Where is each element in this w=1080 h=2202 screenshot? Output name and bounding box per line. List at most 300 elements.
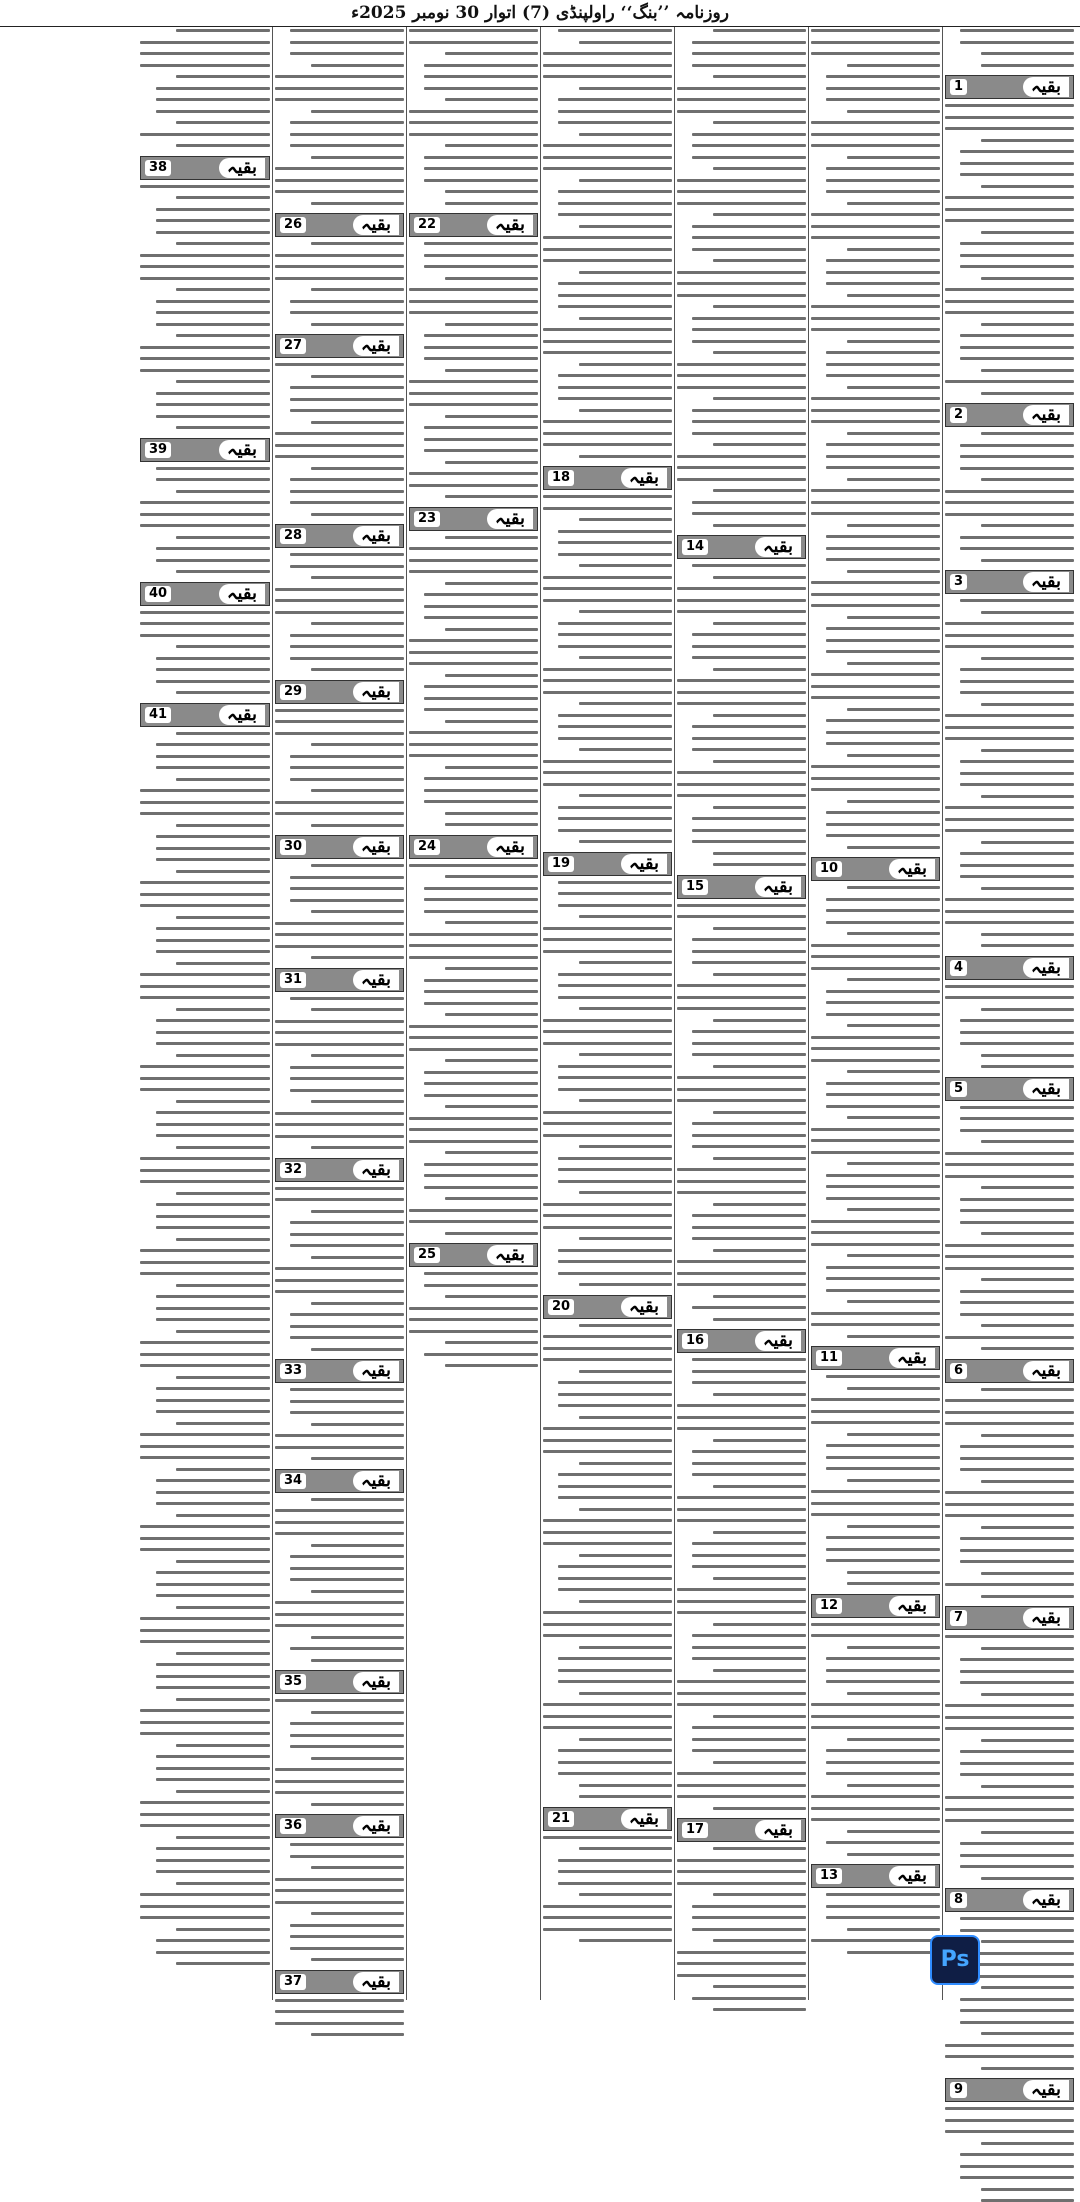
text-line (811, 133, 940, 136)
text-line (558, 1393, 672, 1396)
text-line (140, 996, 270, 999)
text-line (290, 645, 404, 648)
text-line (847, 1254, 940, 1257)
text-line (558, 1657, 672, 1660)
continuation-number: 3 (950, 574, 967, 590)
text-line (543, 1611, 672, 1614)
text-line (579, 1191, 672, 1194)
text-line (275, 588, 404, 591)
text-line (409, 1117, 538, 1120)
text-line (677, 478, 806, 481)
text-line (713, 1577, 806, 1580)
text-line (945, 1583, 1074, 1586)
text-line (140, 1525, 270, 1528)
text-line (945, 1796, 1074, 1799)
text-line (176, 962, 270, 965)
text-line (290, 1722, 404, 1725)
text-line (981, 1739, 1074, 1742)
text-line (140, 1629, 270, 1632)
text-line (409, 300, 538, 303)
text-line (677, 1703, 806, 1706)
text-line (558, 737, 672, 740)
continuation-header (677, 1329, 806, 1353)
text-line (692, 961, 806, 964)
text-line (713, 1847, 806, 1850)
text-line (826, 87, 940, 90)
continuation-block (677, 1329, 806, 1810)
text-line (311, 622, 404, 625)
text-line (677, 1784, 806, 1787)
text-line (847, 156, 940, 159)
text-line (290, 1578, 404, 1581)
text-line (409, 743, 538, 746)
text-line (424, 910, 538, 913)
text-line (692, 144, 806, 147)
text-line (543, 236, 672, 239)
text-line (424, 616, 538, 619)
continuation-label: بقیہ (353, 336, 399, 356)
masthead: روزنامہ ’’بنگ‘‘ راولپنڈی (7) اتوار 30 نومبر 2025ء (0, 0, 1080, 27)
text-line (445, 823, 538, 826)
text-line (713, 1985, 806, 1988)
text-line (811, 1421, 940, 1424)
page-columns (4, 27, 1076, 2100)
text-line (713, 397, 806, 400)
text-line (558, 213, 672, 216)
continuation-header (945, 75, 1074, 99)
text-line (826, 190, 940, 193)
text-line (543, 1226, 672, 1229)
continuation-label: بقیہ (1023, 572, 1069, 592)
text-line (558, 1669, 672, 1672)
continuation-label: بقیہ (1023, 958, 1069, 978)
continuation-block (275, 1158, 404, 1351)
text-line (960, 547, 1074, 550)
text-line (981, 2067, 1074, 2070)
text-line (140, 133, 270, 136)
text-line (826, 167, 940, 170)
text-line (960, 1998, 1074, 2001)
text-line (290, 1935, 404, 1938)
text-line (543, 167, 672, 170)
text-line (275, 933, 404, 936)
text-line (579, 1939, 672, 1942)
article-text (677, 562, 806, 866)
text-line (558, 881, 672, 884)
text-line (311, 743, 404, 746)
text-line (275, 709, 404, 712)
text-line (543, 507, 672, 510)
text-line (558, 553, 672, 556)
text-line (692, 1462, 806, 1465)
continuation-label: بقیہ (755, 537, 801, 557)
text-line (311, 2033, 404, 2036)
text-line (543, 1905, 672, 1908)
text-line (981, 703, 1074, 706)
text-line (140, 622, 270, 625)
text-line (176, 196, 270, 199)
text-line (579, 1600, 672, 1603)
text-line (692, 645, 806, 648)
text-line (713, 1019, 806, 1022)
text-line (311, 467, 404, 470)
text-line (275, 1446, 404, 1449)
article-text (409, 862, 538, 1235)
article-text (140, 27, 270, 147)
article-text (677, 27, 806, 527)
text-line (826, 271, 940, 274)
article-text (811, 1891, 940, 1954)
continuation-label: بقیہ (353, 1160, 399, 1180)
text-line (424, 179, 538, 182)
continuation-label: بقیہ (219, 158, 265, 178)
text-line (960, 1198, 1074, 1201)
text-line (826, 1375, 940, 1378)
text-line (945, 737, 1074, 740)
text-line (275, 1878, 404, 1881)
text-line (290, 144, 404, 147)
text-line (445, 98, 538, 101)
text-line (960, 2021, 1074, 2024)
text-line (290, 478, 404, 481)
text-line (543, 760, 672, 763)
text-line (140, 357, 270, 360)
text-line (713, 852, 806, 855)
continuation-number: 21 (548, 1811, 574, 1827)
text-line (290, 1089, 404, 1092)
text-line (847, 1208, 940, 1211)
text-line (424, 1094, 538, 1097)
text-line (543, 420, 672, 423)
continuation-header (275, 213, 404, 237)
text-line (579, 455, 672, 458)
text-line (811, 955, 940, 958)
text-line (156, 835, 270, 838)
text-line (558, 1168, 672, 1171)
text-line (311, 1498, 404, 1501)
text-line (290, 634, 404, 637)
text-line (826, 627, 940, 630)
text-line (290, 409, 404, 412)
article-text (543, 1322, 672, 1799)
text-line (543, 1928, 672, 1931)
article-text (945, 1386, 1074, 1598)
text-line (981, 1572, 1074, 1575)
text-line (445, 1151, 538, 1154)
continuation-header (275, 1814, 404, 1838)
text-line (558, 397, 672, 400)
text-line (945, 806, 1074, 809)
text-line (826, 1174, 940, 1177)
text-line (290, 52, 404, 55)
text-line (445, 202, 538, 205)
text-line (275, 1187, 404, 1190)
text-line (579, 179, 672, 182)
text-line (811, 944, 940, 947)
text-line (960, 2176, 1074, 2179)
article-text (543, 1834, 672, 1943)
text-line (826, 1456, 940, 1459)
text-line (811, 1703, 940, 1706)
text-line (847, 64, 940, 67)
text-line (290, 300, 404, 303)
text-line (981, 323, 1074, 326)
text-line (290, 766, 404, 769)
text-line (311, 1210, 404, 1213)
continuation-label: بقیہ (1023, 2080, 1069, 2100)
continuation-label: بقیہ (755, 1331, 801, 1351)
continuation-number: 20 (548, 1299, 574, 1315)
text-line (311, 1146, 404, 1149)
text-line (445, 674, 538, 677)
text-line (176, 1422, 270, 1425)
text-line (290, 1336, 404, 1339)
text-line (424, 156, 538, 159)
text-line (692, 328, 806, 331)
text-line (424, 887, 538, 890)
text-line (176, 1330, 270, 1333)
text-line (558, 305, 672, 308)
text-line (140, 1272, 270, 1275)
text-line (847, 1116, 940, 1119)
text-line (981, 1065, 1074, 1068)
text-line (543, 259, 672, 262)
text-line (140, 1824, 270, 1827)
text-line (826, 351, 940, 354)
photoshop-icon[interactable]: Ps (930, 1935, 980, 1985)
continuation-number: 22 (414, 217, 440, 233)
text-line (409, 403, 538, 406)
text-line (713, 1111, 806, 1114)
text-line (275, 254, 404, 257)
continuation-label: بقیہ (889, 1866, 935, 1886)
text-line (409, 484, 538, 487)
text-line (692, 1358, 806, 1361)
text-line (692, 938, 806, 941)
continuation-number: 7 (950, 1610, 967, 1626)
text-line (311, 1912, 404, 1915)
text-line (140, 1445, 270, 1448)
text-line (311, 156, 404, 159)
text-line (960, 1681, 1074, 1684)
text-line (409, 1330, 538, 1333)
text-line (445, 1232, 538, 1235)
text-line (960, 1670, 1074, 1673)
text-line (826, 1013, 940, 1016)
text-line (311, 64, 404, 67)
continuation-block (275, 1469, 404, 1662)
text-line (445, 190, 538, 193)
continuation-number: 11 (816, 1350, 842, 1366)
text-line (543, 1726, 672, 1729)
continuation-number: 34 (280, 1473, 306, 1489)
text-line (424, 357, 538, 360)
text-line (945, 2044, 1074, 2047)
text-line (579, 1007, 672, 1010)
text-line (311, 1008, 404, 1011)
article-text (677, 1845, 806, 2011)
text-line (945, 1255, 1074, 1258)
text-line (156, 231, 270, 234)
text-line (558, 282, 672, 285)
text-line (176, 1100, 270, 1103)
text-line (176, 1284, 270, 1287)
text-line (713, 29, 806, 32)
text-line (811, 420, 940, 423)
text-line (945, 622, 1074, 625)
continuation-label: بقیہ (353, 1972, 399, 1992)
continuation-block (945, 403, 1074, 562)
continuation-header (677, 1818, 806, 1842)
text-line (424, 265, 538, 268)
text-line (311, 956, 404, 959)
text-line (579, 1237, 672, 1240)
text-line (826, 1001, 940, 1004)
continuation-label: بقیہ (755, 877, 801, 897)
text-line (543, 1519, 672, 1522)
text-line (981, 1877, 1074, 1880)
text-line (424, 1353, 538, 1356)
text-line (811, 52, 940, 55)
text-line (543, 248, 672, 251)
text-line (826, 374, 940, 377)
continuation-header (409, 213, 538, 237)
continuation-number: 4 (950, 960, 967, 976)
text-line (290, 755, 404, 758)
text-line (811, 489, 940, 492)
text-line (543, 1203, 672, 1206)
text-line (156, 1571, 270, 1574)
text-line (692, 1226, 806, 1229)
text-line (713, 259, 806, 262)
text-line (445, 1341, 538, 1344)
text-line (290, 899, 404, 902)
text-line (692, 133, 806, 136)
continuation-header (945, 956, 1074, 980)
text-line (960, 864, 1074, 867)
text-line (826, 1536, 940, 1539)
continuation-header (275, 968, 404, 992)
text-line (275, 720, 404, 723)
text-line (290, 1734, 404, 1737)
text-line (677, 1099, 806, 1102)
text-line (558, 996, 672, 999)
continuation-block (140, 438, 270, 574)
text-line (981, 1186, 1074, 1189)
text-line (945, 1399, 1074, 1402)
text-line (543, 576, 672, 579)
text-line (826, 834, 940, 837)
text-line (275, 179, 404, 182)
continuation-number: 29 (280, 684, 306, 700)
text-line (409, 559, 538, 562)
text-line (156, 403, 270, 406)
text-line (677, 1427, 806, 1430)
text-line (311, 1711, 404, 1714)
text-line (558, 1680, 672, 1683)
article-text (945, 430, 1074, 562)
text-line (826, 731, 940, 734)
text-line (140, 611, 270, 614)
continuation-header (275, 835, 404, 859)
text-line (713, 622, 806, 625)
text-line (945, 1267, 1074, 1270)
text-line (140, 973, 270, 976)
text-line (945, 513, 1074, 516)
text-line (945, 380, 1074, 383)
article-text (945, 2105, 1074, 2202)
text-line (960, 536, 1074, 539)
continuation-header (677, 535, 806, 559)
text-line (275, 1532, 404, 1535)
text-line (311, 1348, 404, 1351)
text-line (960, 1658, 1074, 1661)
text-line (826, 558, 940, 561)
continuation-label: بقیہ (487, 837, 533, 857)
text-line (311, 1302, 404, 1305)
text-line (811, 1243, 940, 1246)
text-line (424, 334, 538, 337)
text-line (140, 185, 270, 188)
text-line (558, 541, 672, 544)
text-line (445, 536, 538, 539)
text-line (275, 1123, 404, 1126)
text-line (140, 1180, 270, 1183)
text-line (713, 443, 806, 446)
text-line (811, 409, 940, 412)
text-line (960, 1457, 1074, 1460)
text-line (156, 1583, 270, 1586)
text-line (445, 582, 538, 585)
text-line (811, 1513, 940, 1516)
text-line (445, 1013, 538, 1016)
text-line (579, 610, 672, 613)
text-line (811, 1151, 940, 1154)
article-text (275, 1841, 404, 1961)
text-line (558, 374, 672, 377)
text-line (290, 1745, 404, 1748)
text-line (677, 1496, 806, 1499)
article-text (275, 1496, 404, 1662)
text-line (275, 1901, 404, 1904)
text-line (290, 1855, 404, 1858)
text-line (960, 2009, 1074, 2012)
text-line (826, 1772, 940, 1775)
text-line (811, 1059, 940, 1062)
text-line (156, 1123, 270, 1126)
text-line (981, 933, 1074, 936)
text-line (960, 1929, 1074, 1932)
continuation-label: بقیہ (621, 1297, 667, 1317)
text-line (558, 1772, 672, 1775)
text-line (579, 1692, 672, 1695)
text-line (847, 1070, 940, 1073)
text-line (156, 950, 270, 953)
text-line (677, 179, 806, 182)
text-line (290, 1325, 404, 1328)
text-line (290, 1077, 404, 1080)
text-line (692, 1237, 806, 1240)
continuation-label: بقیہ (353, 837, 399, 857)
text-line (424, 1082, 538, 1085)
text-line (826, 1093, 940, 1096)
text-line (847, 1162, 940, 1165)
continuation-block (275, 27, 404, 205)
text-line (677, 1191, 806, 1194)
continuation-label: بقیہ (1023, 77, 1069, 97)
text-line (713, 75, 806, 78)
text-line (692, 564, 806, 567)
